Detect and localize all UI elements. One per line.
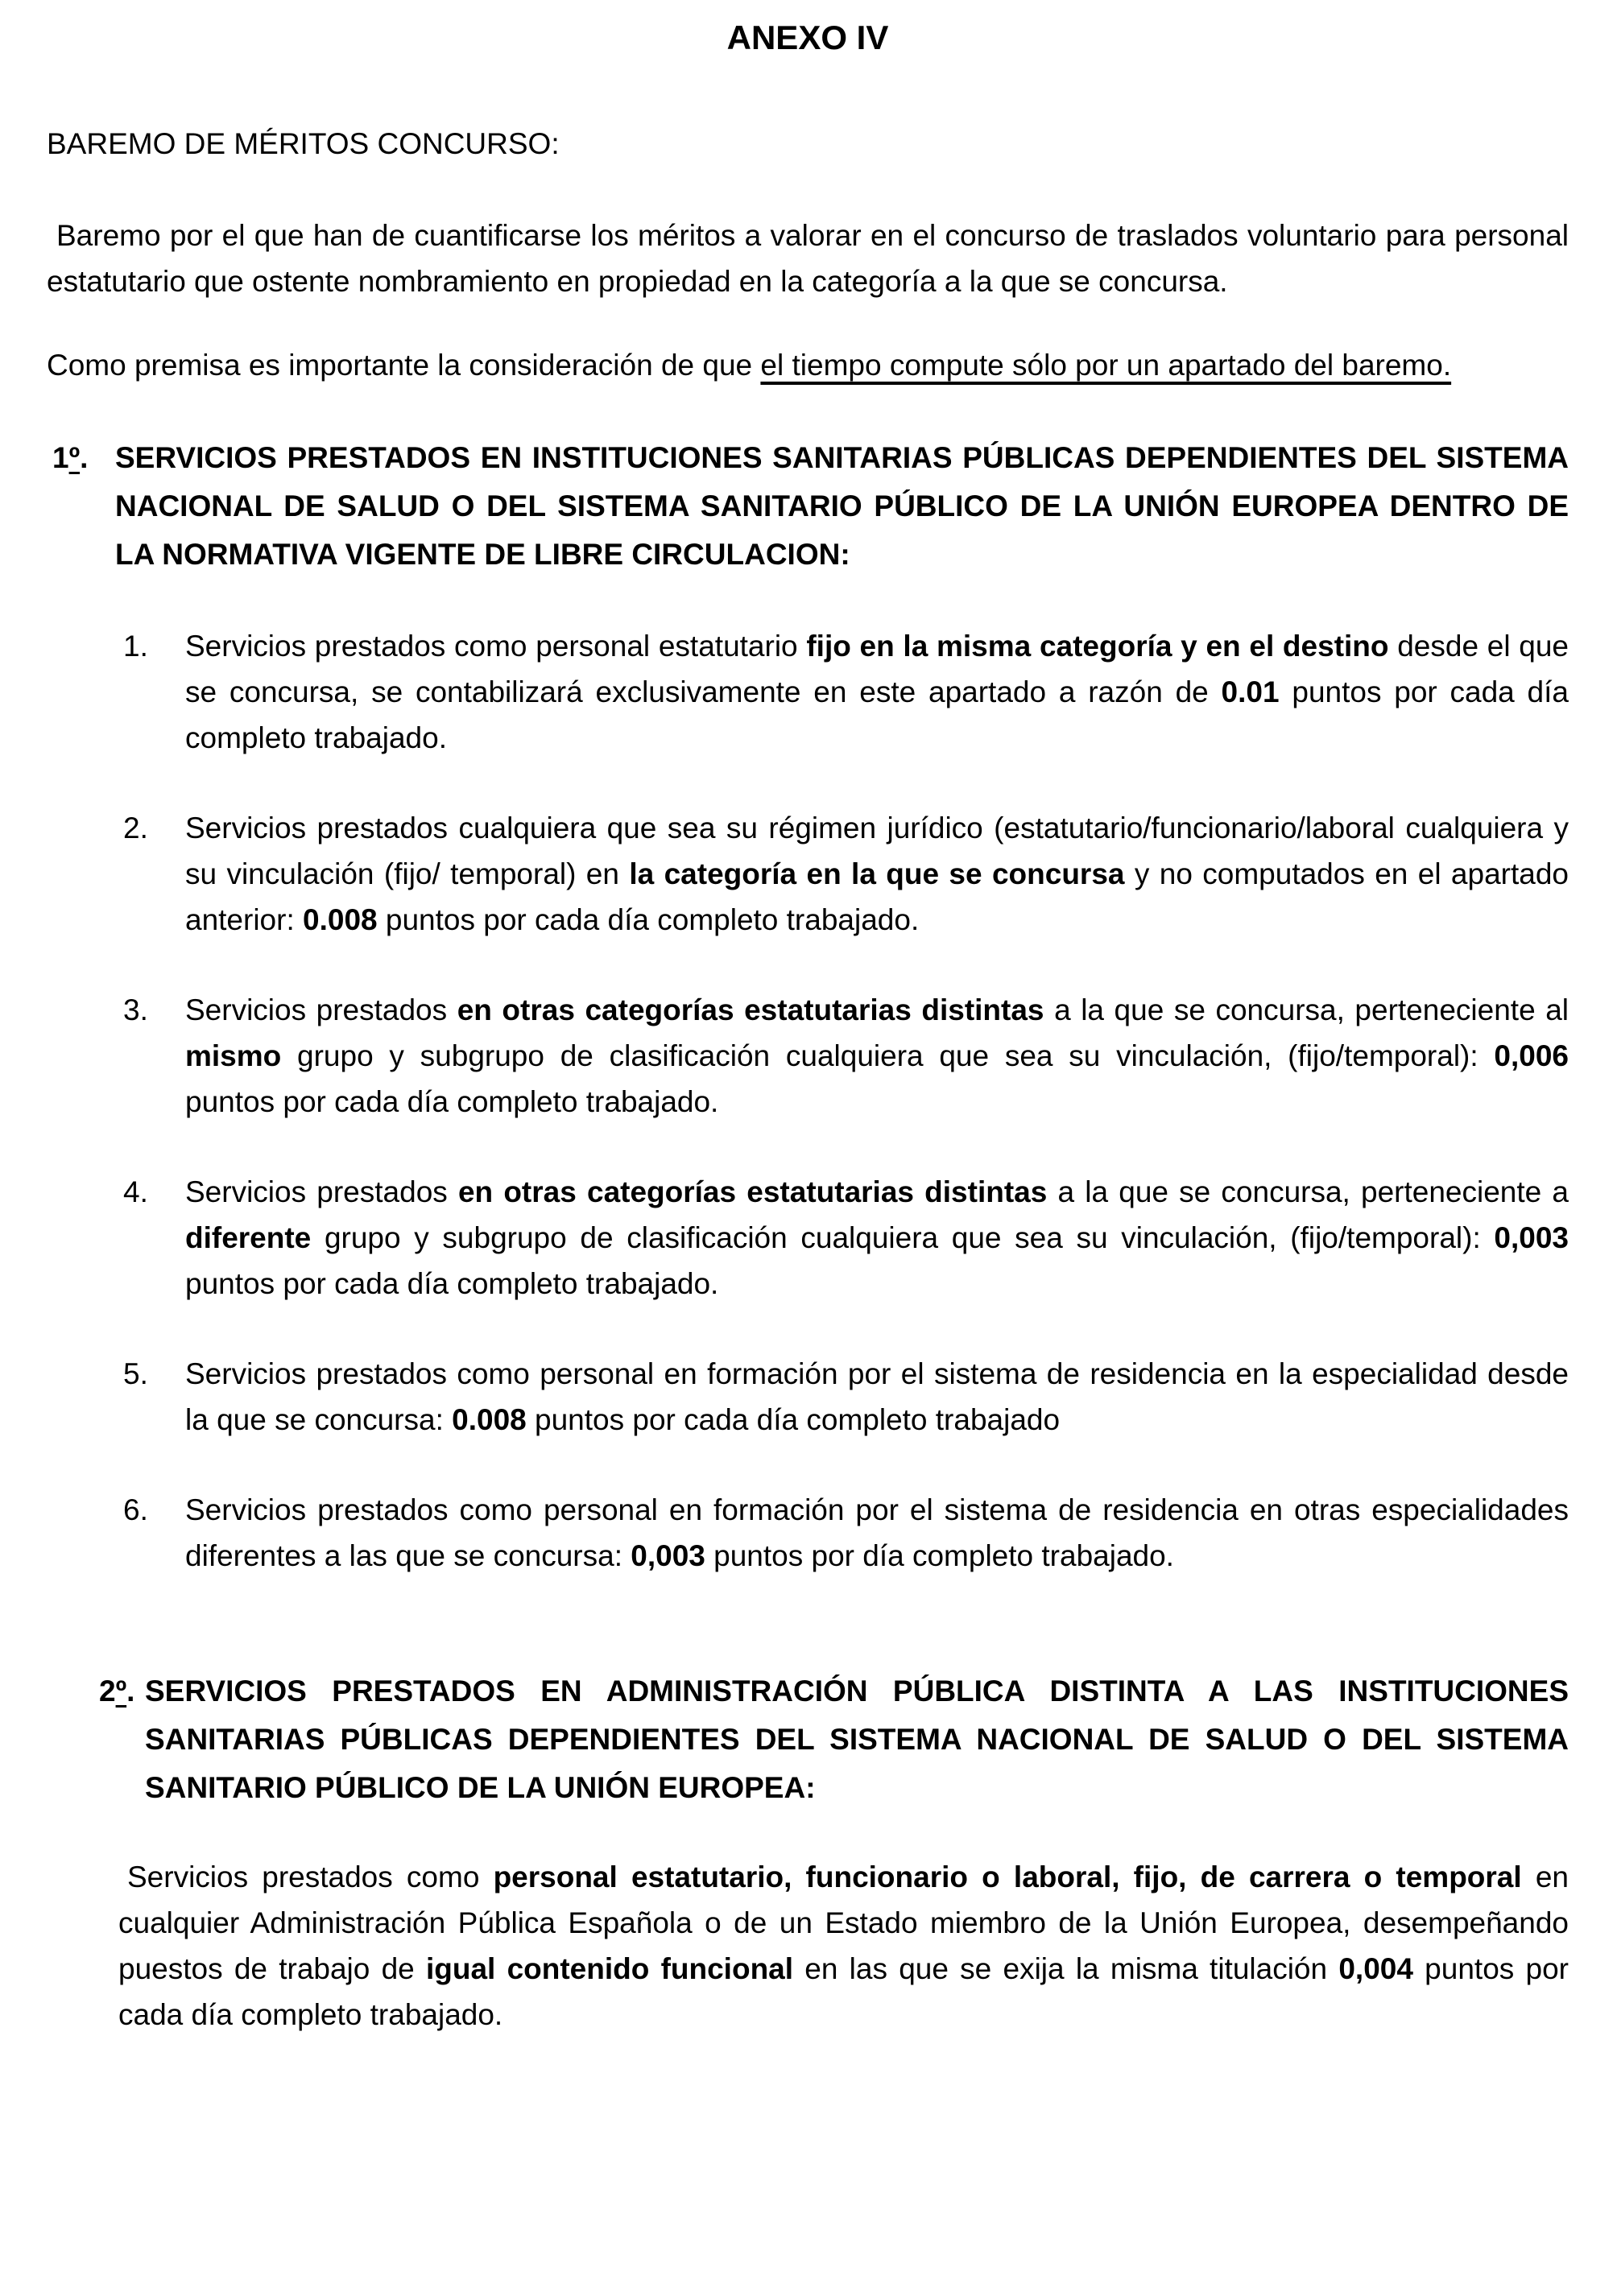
intro-paragraph: Baremo por el que han de cuantificarse los méritos a valorar en el concurso de traslados voluntario para personal estatutario que ostente nombramiento en propiedad en la categoría a la que se concursa. [47,219,1569,298]
list-item-2 [123,805,1569,943]
section-2-paragraph: Servicios prestados como personal estatutario, funcionario o laboral, fijo, de carrera o temporal en cualquier Administración Pública Española o de un Estado miembro de la Unión Europea, desempeñando puestos de trabajo de igual contenido funcional en las que se exija la misma titulación 0,004 puntos por cada día completo trabajado. [118,1860,1569,2031]
list-item-4-number: 4. [123,1175,148,1208]
list-item-2-text: Servicios prestados cualquiera que sea su régimen jurídico (estatutario/funcionario/laboral cualquiera y su vinculación (fijo/ temporal) en la categoría en la que se concursa y no computados en el apartado anterior: 0.008 puntos por cada día completo trabajado. [185,811,1569,936]
document-subtitle: BAREMO DE MÉRITOS CONCURSO: [47,127,560,160]
list-item-1-number: 1. [123,630,148,663]
section-1-heading [52,434,1569,579]
section-1-number: 1º. [52,441,89,474]
list-item-6-text: Servicios prestados como personal en formación por el sistema de residencia en otras especialidades diferentes a las que se concursa: 0,003 puntos por día completo trabajado. [185,1493,1569,1572]
list-item-6-number: 6. [123,1493,148,1526]
list-item-5-text: Servicios prestados como personal en formación por el sistema de residencia en la especialidad desde la que se concursa: 0.008 puntos por cada día completo trabajado [185,1357,1569,1436]
list-item-1 [123,623,1569,761]
list-item-1-text: Servicios prestados como personal estatutario fijo en la misma categoría y en el destino desde el que se concursa, se contabilizará exclusivamente en este apartado a razón de 0.01 puntos por cada día completo trabajado. [185,630,1569,754]
section-2-title: SERVICIOS PRESTADOS EN ADMINISTRACIÓN PÚBLICA DISTINTA A LAS INSTITUCIONES SANITARIAS PÚBLICAS DEPENDIENTES DEL SISTEMA NACIONAL DE SALUD O DEL SISTEMA SANITARIO PÚBLICO DE LA UNIÓN EUROPEA: [145,1675,1569,1804]
list-item-3-text: Servicios prestados en otras categorías estatutarias distintas a la que se concursa, perteneciente al mismo grupo y subgrupo de clasificación cualquiera que sea su vinculación, (fijo/temporal): 0,006 puntos por cada día completo trabajado. [185,993,1569,1118]
list-item-3 [123,987,1569,1125]
section-1-title: SERVICIOS PRESTADOS EN INSTITUCIONES SANITARIAS PÚBLICAS DEPENDIENTES DEL SISTEMA NACIONAL DE SALUD O DEL SISTEMA SANITARIO PÚBLICO DE LA UNIÓN EUROPEA DENTRO DE LA NORMATIVA VIGENTE DE LIBRE CIRCULACION: [115,441,1569,571]
list-item-6 [123,1487,1569,1579]
ordinal-indicator: º [68,441,81,474]
ordinal-indicator: º [115,1675,127,1708]
document-title: ANEXO IV [726,19,889,56]
section-2-number: 2º. [99,1675,135,1708]
list-item-5-number: 5. [123,1357,148,1390]
list-item-4 [123,1169,1569,1307]
list-item-3-number: 3. [123,993,148,1026]
list-item-5 [123,1351,1569,1443]
section-2-heading [99,1667,1569,1812]
list-item-4-text: Servicios prestados en otras categorías estatutarias distintas a la que se concursa, perteneciente a diferente grupo y subgrupo de clasificación cualquiera que sea su vinculación, (fijo/temporal): 0,003 puntos por cada día completo trabajado. [185,1175,1569,1300]
premise-paragraph: Como premisa es importante la consideración de que el tiempo compute sólo por un apartado del baremo. [47,349,1452,382]
list-item-2-number: 2. [123,811,148,844]
